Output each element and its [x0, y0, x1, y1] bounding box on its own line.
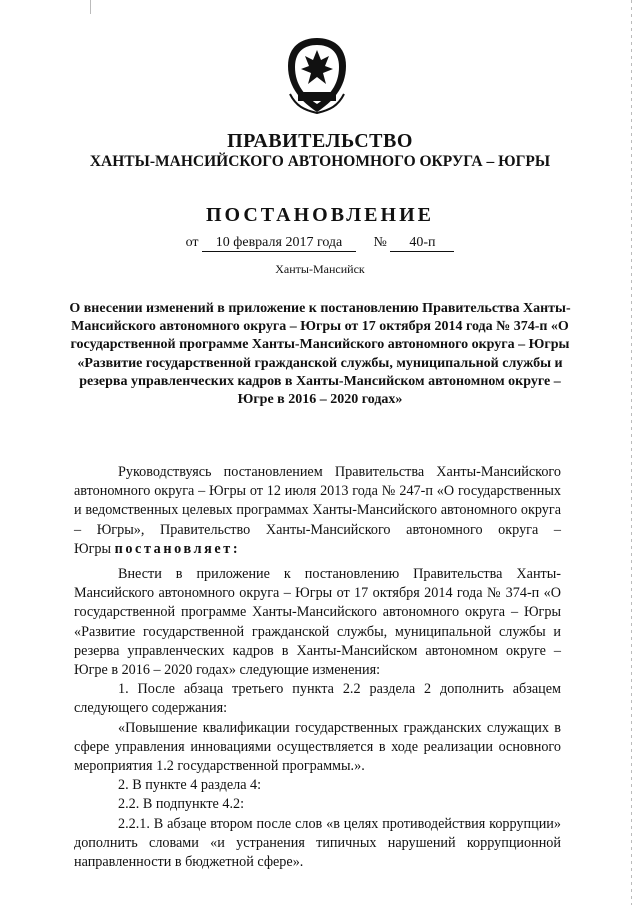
number-prefix: №: [373, 235, 387, 250]
decree-number: 40-п: [390, 235, 454, 252]
preamble-block: [74, 463, 561, 559]
decree-title: О внесении изменений в приложение к постановлению Правительства Ханты-Мансийского автономного округа – Югры от 17 октября 2014 года № 374-п «О государственной программе Ханты-Мансийского автономного округа – Югры «Развитие государственной гражданской службы, муниципальной службы и резерва управленческих кадров в Ханты-Мансийском автономном округе – Югре в 2016 – 2020 годах»: [69, 301, 571, 408]
decree-date: 10 февраля 2017 года: [202, 235, 356, 252]
body-paragraph: «Повышение квалификации государственных гражданских служащих в сфере управления инновациями осуществляется в ходе реализации основного мероприятия 1.2 государственной программы.».: [74, 719, 561, 775]
date-number-line: [0, 235, 640, 252]
coat-of-arms-icon: [284, 36, 350, 114]
body-paragraph: 1. После абзаца третьего пункта 2.2 раздела 2 дополнить абзацем следующего содержания:: [74, 681, 561, 717]
scan-mark: [90, 0, 91, 14]
preamble-text: Руководствуясь постановлением Правительства Ханты-Мансийского автономного округа – Югры от 12 июля 2013 года № 247-п «О государственных и ведомственных целевых программах Ханты-Мансийского автономного округа – Югры», Правительство Ханты-Мансийского автономного округа – Югры: [74, 464, 561, 557]
document-type-heading: ПОСТАНОВЛЕНИЕ: [206, 204, 434, 226]
body-paragraph: 2.2.1. В абзаце втором после слов «в целях противодействия коррупции» дополнить словами «и устранения типичных нарушений коррупционной направленности в бюджетной сфере».: [74, 815, 561, 871]
date-prefix: от: [185, 235, 199, 250]
coat-of-arms-logo: [284, 36, 350, 114]
government-name-line1: ПРАВИТЕЛЬСТВО: [227, 130, 413, 152]
city-name: Ханты-Мансийск: [275, 262, 365, 276]
body-paragraph: 2.2. В подпункте 4.2:: [118, 796, 245, 813]
decrees-word: постановляет:: [114, 540, 241, 557]
government-name-line2: ХАНТЫ-МАНСИЙСКОГО АВТОНОМНОГО ОКРУГА – ЮГРЫ: [89, 153, 551, 170]
decree-body: [74, 565, 561, 872]
body-paragraph: 2. В пункте 4 раздела 4:: [118, 777, 262, 794]
body-paragraph: Внести в приложение к постановлению Правительства Ханты-Мансийского автономного округа – Югры от 17 октября 2014 года № 374-п «О государственной программе Ханты-Мансийского автономного округа – Югры «Развитие государственной гражданской службы, муниципальной службы и резерва управленческих кадров в Ханты-Мансийском автономном округе – Югре в 2016 – 2020 годах» следующие изменения:: [74, 566, 561, 679]
